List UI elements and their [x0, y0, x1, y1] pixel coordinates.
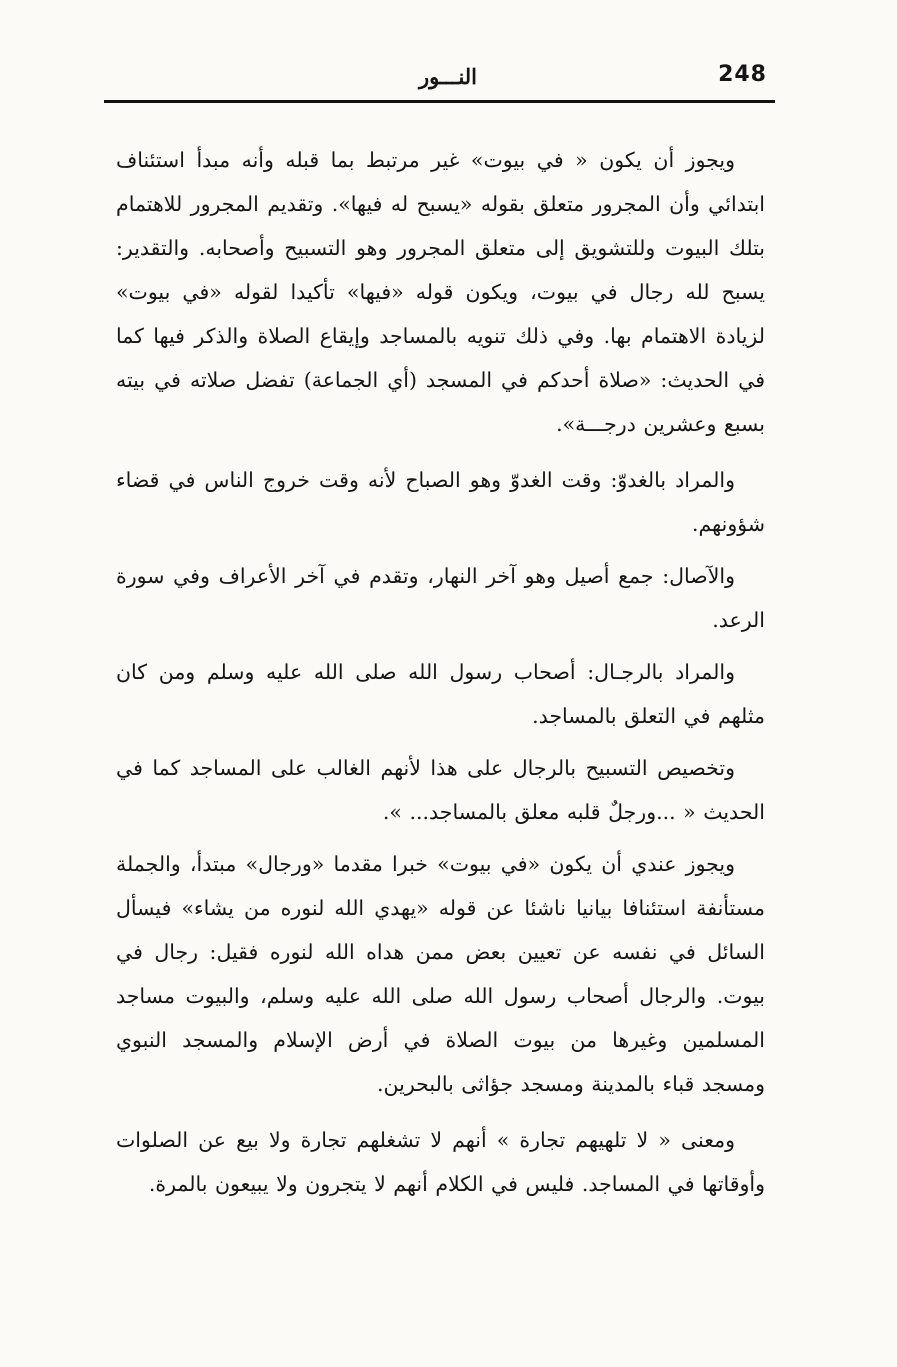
paragraph-4: والمراد بالرجـال: أصحاب رسول الله صلى الله عليه وسلم ومن كان مثلهم في التعلق بالمساجد.	[116, 660, 765, 728]
page-number: 248	[718, 62, 767, 87]
running-title: النـــور	[419, 64, 478, 89]
paragraph-1: ويجوز أن يكون « في بيوت» غير مرتبط بما قبله وأنه مبدأ استئناف ابتدائي وأن المجرور متعلق بقوله «يسبح له فيها». وتقديم المجرور للاهتمام بتلك البيوت وللتشويق إلى متعلق المجرور وهو التسبيح وأصحابه. والتقدير: يسبح لله رجال في بيوت، ويكون قوله «فيها» تأكيدا لقوله «في بيوت» لزيادة الاهتمام بها. وفي ذلك تنويه بالمساجد وإيقاع الصلاة والذكر فيها كما في الحديث: «صلاة أحدكم في المسجد (أي الجماعة) تفضل صلاته في بيته بسبع وعشرين درجـــة».	[116, 148, 765, 436]
paragraph-7: ومعنى « لا تلهيهم تجارة » أنهم لا تشغلهم تجارة ولا بيع عن الصلوات وأوقاتها في المساجد. فليس في الكلام أنهم لا يتجرون ولا يبيعون بالمرة.	[116, 1128, 765, 1196]
paragraph-2: والمراد بالغدوّ: وقت الغدوّ وهو الصباح لأنه وقت خروج الناس في قضاء شؤونهم.	[116, 468, 765, 536]
paragraph-3: والآصال: جمع أصيل وهو آخر النهار، وتقدم في آخر الأعراف وفي سورة الرعد.	[116, 564, 765, 632]
paragraph-6: ويجوز عندي أن يكون «في بيوت» خبرا مقدما «ورجال» مبتدأ، والجملة مستأنفة استئنافا بيانيا ناشئا عن قوله «يهدي الله لنوره من يشاء» فيسأل السائل في نفسه عن تعيين بعض ممن هداه الله لنوره فقيل: رجال في بيوت. والرجال أصحاب رسول الله صلى الله عليه وسلم، والبيوت مساجد المسلمين وغيرها من بيوت الصلاة في أرض الإسلام والمسجد النبوي ومسجد قباء بالمدينة ومسجد جؤاثى بالبحرين.	[116, 852, 765, 1096]
header-rule	[104, 100, 775, 103]
body-text	[116, 138, 765, 1218]
page-header	[104, 62, 775, 100]
paragraph-5: وتخصيص التسبيح بالرجال على هذا لأنهم الغالب على المساجد كما في الحديث « ...ورجلٌ قلبه معلق بالمساجد... ».	[116, 756, 765, 824]
